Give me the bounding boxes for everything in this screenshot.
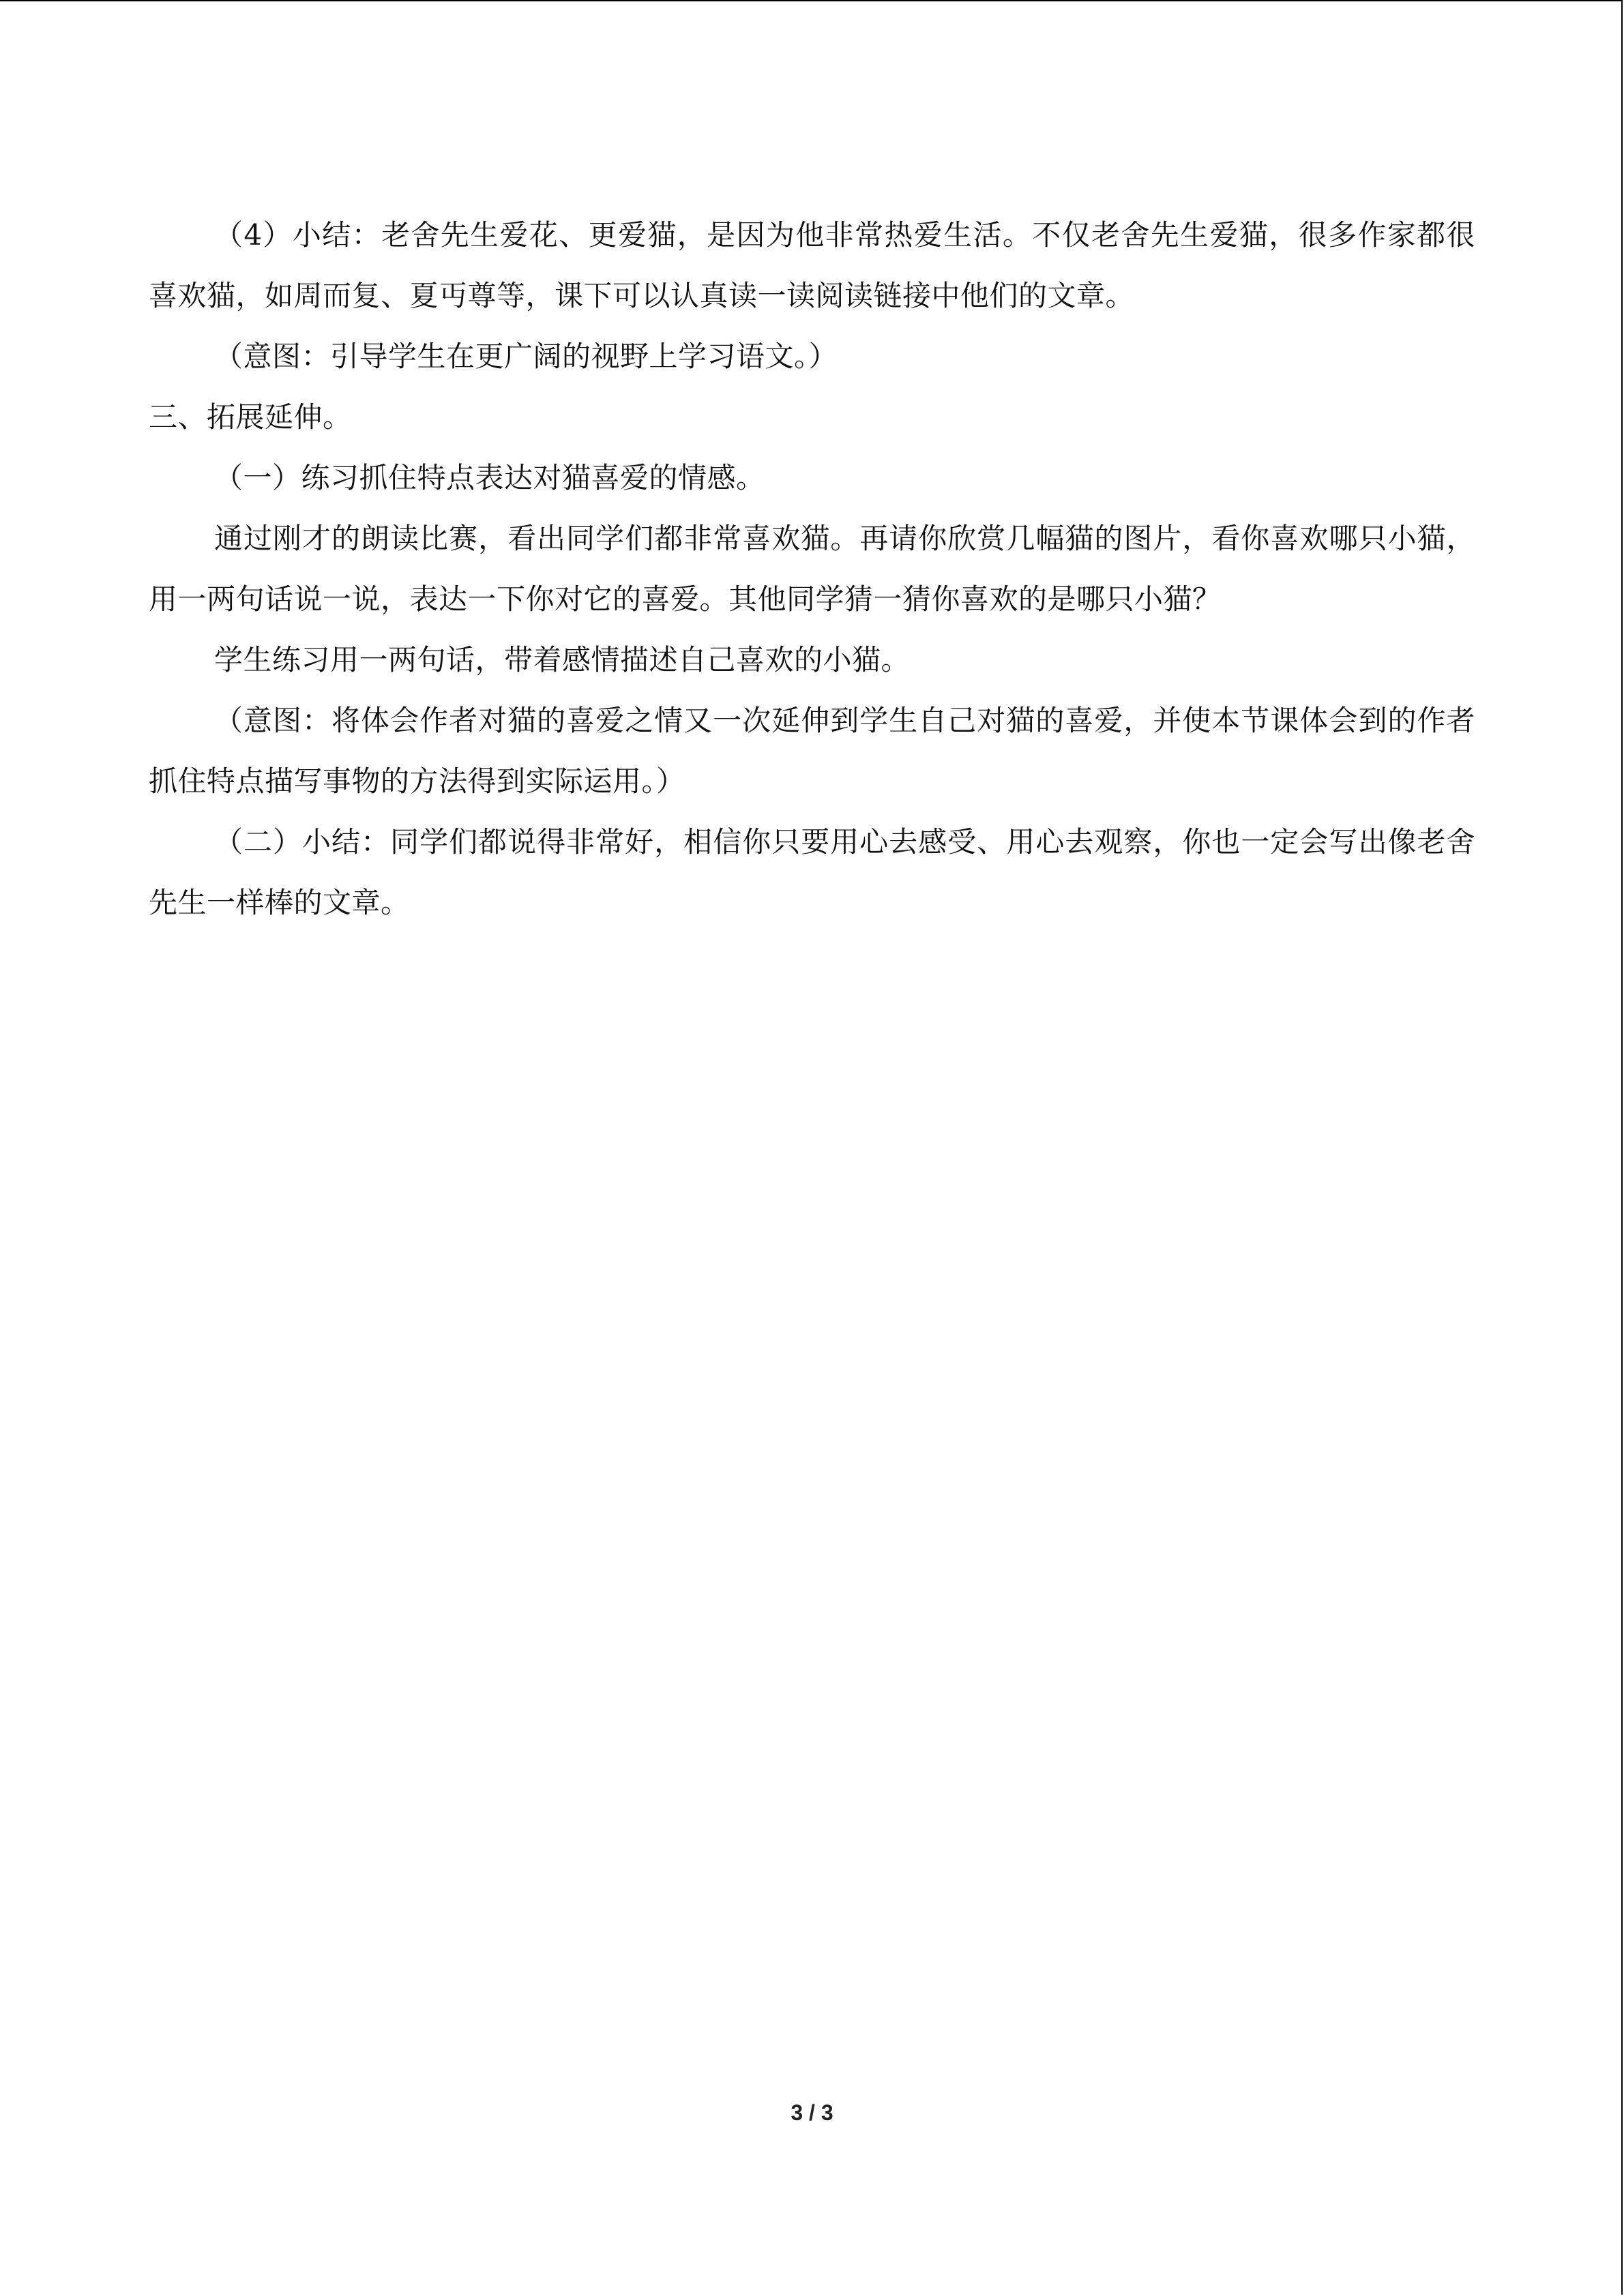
paragraph-practice-1: （一）练习抓住特点表达对猫喜爱的情感。: [214, 461, 765, 494]
page-number: 3 / 3: [791, 2100, 833, 2125]
paragraph-student-practice: 学生练习用一两句话，带着感情描述自己喜欢的小猫。: [214, 643, 911, 676]
paragraph-intent-1: （意图：引导学生在更广阔的视野上学习语文。）: [214, 340, 838, 373]
paragraph-summary-2: （二）小结：同学们都说得非常好，相信你只要用心去感受、用心去观察，你也一定会写出像老舍先生一样棒的文章。: [149, 825, 1475, 919]
section-heading-extension: 三、拓展延伸。: [149, 400, 352, 434]
paragraph-reading-contest: 通过刚才的朗读比赛，看出同学们都非常喜欢猫。再请你欣赏几幅猫的图片，看你喜欢哪只小猫，用一两句话说一说，表达一下你对它的喜爱。其他同学猜一猜你喜欢的是哪只小猫？: [149, 522, 1475, 616]
document-body: [149, 205, 1475, 933]
paragraph-summary-4: （4）小结：老舍先生爱花、更爱猫，是因为他非常热爱生活。不仅老舍先生爱猫，很多作家都很喜欢猫，如周而复、夏丏尊等，课下可以认真读一读阅读链接中他们的文章。: [149, 218, 1475, 312]
paragraph-intent-2: （意图：将体会作者对猫的喜爱之情又一次延伸到学生自己对猫的喜爱，并使本节课体会到的作者抓住特点描写事物的方法得到实际运用。）: [149, 704, 1475, 798]
